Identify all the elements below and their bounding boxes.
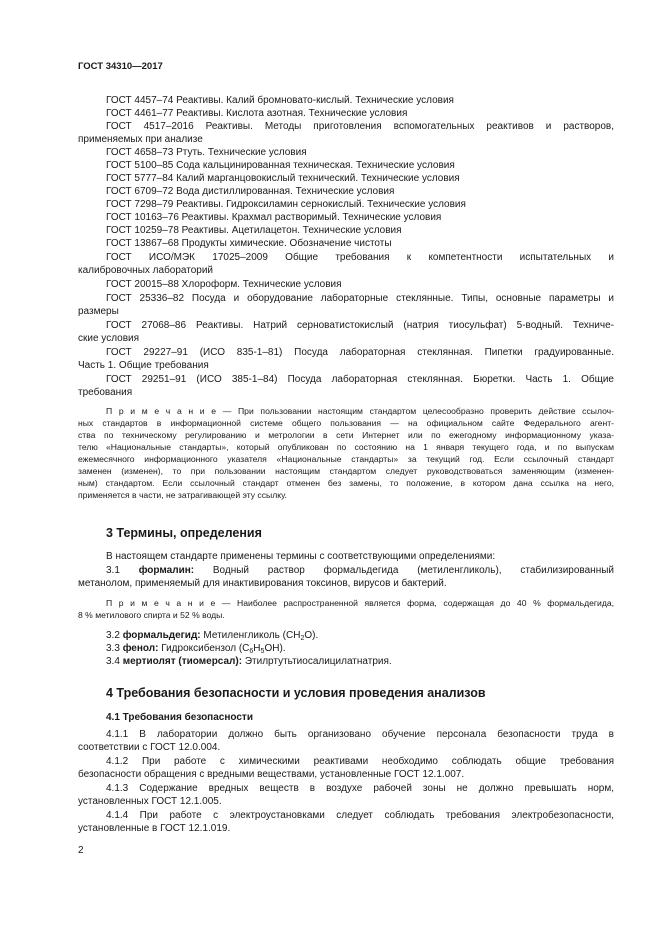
section-4-line: установленных ГОСТ 12.1.005. <box>78 796 222 807</box>
term-3-1-cont: метанолом, применяемый для инактивирования токсинов, вирусов и бактерий. <box>78 578 447 589</box>
term-name: фенол: <box>122 643 159 654</box>
ref-line: ГОСТ 20015–88 Хлороформ. Технические условия <box>106 279 342 290</box>
term-3-1 <box>106 564 614 577</box>
section-4-heading: 4 Требования безопасности и условия проведения анализов <box>106 686 486 700</box>
ref-line: ГОСТ 13867–68 Продукты химические. Обозначение чистоты <box>106 238 392 249</box>
ref-line: ГОСТ 4658–73 Ртуть. Технические условия <box>106 147 307 158</box>
subscript: 5 <box>260 648 265 655</box>
term-definition-end: O). <box>304 630 319 641</box>
ref-line: ГОСТ 10163–76 Реактивы. Крахмал растворимый. Технические условия <box>106 212 442 223</box>
section-4-1-heading: 4.1 Требования безопасности <box>106 712 253 723</box>
subscript: 2 <box>300 635 305 642</box>
subscript: 6 <box>249 648 254 655</box>
ref-line: ские условия <box>78 333 140 344</box>
ref-line: ГОСТ 5100–85 Сода кальцинированная техническая. Технические условия <box>106 160 455 171</box>
note-label: П р и м е ч а н и е <box>106 406 217 416</box>
term-3-2 <box>106 629 614 642</box>
section-4-line: 4.1.2 При работе с химическими реактивами необходимо соблюдать общие требования <box>106 756 614 767</box>
note-line: телю «Национальные стандарты», который опубликован по состоянию на 1 января текущего года, и по выпускам <box>78 442 614 452</box>
term-number: 3.3 <box>106 643 120 654</box>
ref-line: применяемых при анализе <box>78 134 203 145</box>
running-header: ГОСТ 34310—2017 <box>78 61 163 72</box>
ref-line: размеры <box>78 306 119 317</box>
term-name: формалин: <box>138 565 195 576</box>
note-line: ства по техническому регулированию и метрологии в сети Интернет или по ежегодному информационному указа- <box>78 430 614 440</box>
term-3-4 <box>106 655 614 668</box>
note-line <box>106 405 614 417</box>
term-definition: Этилртутьтиосалицилатнатрия. <box>242 656 392 667</box>
ref-line: ГОСТ 5777–84 Калий марганцовокислый технический. Технические условия <box>106 173 460 184</box>
term-definition: Водный раствор формальдегида (метиленгликоль), стабилизированный <box>194 565 614 576</box>
section-4-line: 4.1.4 При работе с электроустановками следует соблюдать требования электробезопасности, <box>106 810 614 821</box>
page-number: 2 <box>78 845 84 856</box>
section-4-line: 4.1.1 В лаборатории должно быть организовано обучение персонала безопасности труда в <box>106 729 614 740</box>
term-number: 3.1 <box>106 565 120 576</box>
term-name: формальдегид: <box>122 630 201 641</box>
ref-line: ГОСТ 29251–91 (ИСО 385-1–84) Посуда лабораторная стеклянная. Бюретки. Часть 1. Общие <box>106 374 614 385</box>
note-line: заменен (изменен), то при пользовании настоящим стандартом следует руководствоваться заменяющим (изменен- <box>78 466 614 476</box>
formula-part: H <box>253 643 261 654</box>
note-label: П р и м е ч а н и е <box>106 598 216 608</box>
note-line: ежемесячного информационного указателя «Национальные стандарты» за текущий год. Если ссылочный стандарт <box>78 454 614 464</box>
section-4-line: 4.1.3 Содержание вредных веществ в воздухе рабочей зоны не должно превышать норм, <box>106 783 614 794</box>
section-4-line: соответствии с ГОСТ 12.0.004. <box>78 742 221 753</box>
ref-line: Часть 1. Общие требования <box>78 360 209 371</box>
ref-line: ГОСТ 4517–2016 Реактивы. Методы приготовления вспомогательных реактивов и растворов, <box>106 121 614 132</box>
ref-line: ГОСТ 27068–86 Реактивы. Натрий серноватистокислый (натрия тиосульфат) 5-водный. Техниче- <box>106 320 614 331</box>
ref-line: требования <box>78 387 133 398</box>
note-text: — Наиболее распространенной является форма, содержащая до 40 % формальдегида, <box>215 598 615 608</box>
section-4-line: безопасности обращения с вредными веществами, установленные ГОСТ 12.1.007. <box>78 769 465 780</box>
term-number: 3.2 <box>106 630 120 641</box>
ref-line: ГОСТ 29227–91 (ИСО 835-1–81) Посуда лабораторная стеклянная. Пипетки градуированные. <box>106 347 614 358</box>
note-line: ных стандартов в информационной системе общего пользования — на официальном сайте Федерального агент- <box>78 418 614 428</box>
term-definition: Метиленгликоль (CH <box>200 630 301 641</box>
term-definition-end: OH). <box>264 643 286 654</box>
note-line: применяется в части, не затрагивающей эту ссылку. <box>78 490 287 500</box>
ref-line: ГОСТ 25336–82 Посуда и оборудование лабораторные стеклянные. Типы, основные параметры и <box>106 293 614 304</box>
ref-line: ГОСТ 4461–77 Реактивы. Кислота азотная. Технические условия <box>106 108 408 119</box>
note-formalin-cont: 8 % метилового спирта и 52 % воды. <box>78 610 225 620</box>
note-text: — При пользовании настоящим стандартом целесообразно проверить действие ссылоч- <box>216 406 614 416</box>
note-line: ным) стандартом. Если ссылочный стандарт отменен без замены, то положение, в котором дана ссылка на него, <box>78 478 614 488</box>
ref-line: ГОСТ 10259–78 Реактивы. Ацетилацетон. Технические условия <box>106 225 402 236</box>
ref-line: ГОСТ 4457–74 Реактивы. Калий бромновато-кислый. Технические условия <box>106 95 454 106</box>
ref-line: ГОСТ ИСО/МЭК 17025–2009 Общие требования к компетентности испытательных и <box>106 252 614 263</box>
term-name: мертиолят (тиомерсал): <box>122 656 243 667</box>
section-3-intro: В настоящем стандарте применены термины с соответствующими определениями: <box>106 551 496 562</box>
ref-line: калибровочных лабораторий <box>78 265 214 276</box>
term-definition: Гидроксибензол (C <box>158 643 250 654</box>
note-formalin <box>106 597 614 609</box>
section-3-heading: 3 Термины, определения <box>106 526 262 540</box>
term-number: 3.4 <box>106 656 120 667</box>
ref-line: ГОСТ 6709–72 Вода дистиллированная. Технические условия <box>106 186 395 197</box>
ref-line: ГОСТ 7298–79 Реактивы. Гидроксиламин сернокислый. Технические условия <box>106 199 466 210</box>
section-4-line: установленные в ГОСТ 12.1.019. <box>78 823 231 834</box>
term-3-3 <box>106 642 614 655</box>
